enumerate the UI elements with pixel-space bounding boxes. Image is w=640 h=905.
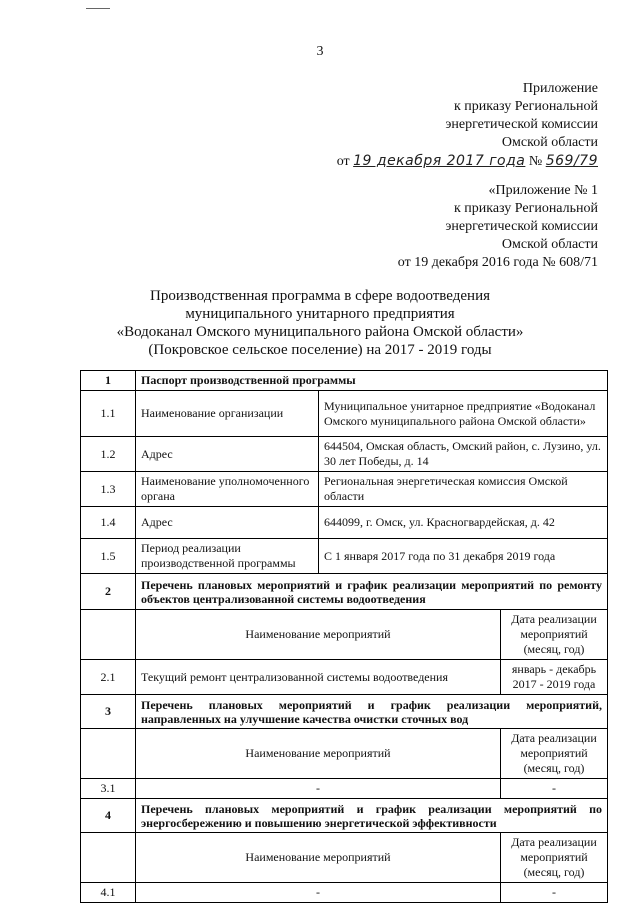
activity-name: Текущий ремонт централизованной системы водоотведения bbox=[136, 660, 501, 694]
row-inner bbox=[136, 660, 607, 694]
column-header-cell bbox=[136, 610, 608, 660]
column-header-row bbox=[81, 729, 608, 779]
handwritten-number: 569/79 bbox=[545, 153, 598, 169]
row-label: Адрес bbox=[136, 507, 319, 539]
row-number: 1.4 bbox=[81, 507, 136, 539]
table-row bbox=[81, 507, 608, 539]
section-title: Перечень плановых мероприятий и график реализации мероприятий по ремонту объектов централизованной системы водоотведения bbox=[136, 574, 608, 610]
section-number: 1 bbox=[81, 371, 136, 391]
table-row bbox=[81, 660, 608, 695]
section-header-row bbox=[81, 574, 608, 610]
row-value: С 1 января 2017 года по 31 декабря 2019 года bbox=[319, 539, 608, 574]
column-header-row bbox=[81, 610, 608, 660]
title-line: муниципального унитарного предприятия bbox=[185, 306, 455, 322]
empty-cell bbox=[81, 729, 136, 779]
activity-name: - bbox=[136, 779, 501, 798]
program-table bbox=[80, 370, 608, 903]
number-label: № bbox=[528, 154, 543, 169]
section-number: 2 bbox=[81, 574, 136, 610]
table-row bbox=[81, 883, 608, 903]
row-number: 1.1 bbox=[81, 391, 136, 437]
empty-cell bbox=[81, 833, 136, 883]
table-row bbox=[81, 437, 608, 472]
annex-quoted-header bbox=[398, 182, 598, 272]
table-row bbox=[81, 539, 608, 574]
table-row bbox=[81, 779, 608, 799]
table-row bbox=[81, 472, 608, 507]
annex-line: «Приложение № 1 bbox=[488, 183, 598, 198]
page-number: 3 bbox=[316, 44, 324, 59]
column-header-row bbox=[81, 833, 608, 883]
annex-line: энергетической комиссии bbox=[445, 219, 598, 234]
row-inner bbox=[136, 779, 607, 798]
col-name-header: Наименование мероприятий bbox=[136, 833, 501, 882]
section-title: Перечень плановых мероприятий и график реализации мероприятий по энергосбережению и повышению энергетической эффективности bbox=[136, 799, 608, 833]
row-inner-cell bbox=[136, 660, 608, 695]
column-header-inner bbox=[136, 833, 607, 882]
table-row bbox=[81, 391, 608, 437]
title-line: Производственная программа в сфере водоотведения bbox=[149, 288, 490, 304]
annex-line: к приказу Региональной bbox=[453, 201, 598, 216]
row-value: 644099, г. Омск, ул. Красногвардейская, д. 42 bbox=[319, 507, 608, 539]
row-label: Наименование уполномоченного органа bbox=[136, 472, 319, 507]
activity-date: - bbox=[552, 781, 556, 795]
title-line: «Водоканал Омского муниципального района Омской области» bbox=[116, 324, 524, 340]
handwritten-date: 19 декабря 2017 года bbox=[353, 153, 526, 169]
from-label: от bbox=[336, 154, 350, 169]
section-number: 3 bbox=[81, 695, 136, 729]
annex-date-line bbox=[337, 152, 598, 171]
empty-cell bbox=[81, 610, 136, 660]
row-number: 1.5 bbox=[81, 539, 136, 574]
col-name-header: Наименование мероприятий bbox=[136, 729, 501, 778]
activity-name: - bbox=[136, 883, 501, 902]
row-number: 1.3 bbox=[81, 472, 136, 507]
annex-line: Омской области bbox=[501, 135, 598, 150]
row-number: 3.1 bbox=[81, 779, 136, 799]
row-number: 4.1 bbox=[81, 883, 136, 903]
col-date-header: Дата реализации мероприятий (месяц, год) bbox=[511, 835, 597, 879]
section-number: 4 bbox=[81, 799, 136, 833]
row-label: Период реализации производственной программы bbox=[136, 539, 319, 574]
annex-header bbox=[337, 80, 598, 171]
title-line: (Покровское сельское поселение) на 2017 - 2019 годы bbox=[148, 342, 492, 358]
column-header-inner bbox=[136, 729, 607, 778]
row-value: Муниципальное унитарное предприятие «Водоканал Омского муниципального района Омской области» bbox=[319, 391, 608, 437]
row-number: 1.2 bbox=[81, 437, 136, 472]
scan-mark bbox=[86, 8, 110, 9]
col-date-header: Дата реализации мероприятий (месяц, год) bbox=[511, 731, 597, 775]
annex-line: от 19 декабря 2016 года № 608/71 bbox=[397, 255, 598, 270]
section-header-row bbox=[81, 799, 608, 833]
annex-line: Омской области bbox=[501, 237, 598, 252]
row-inner-cell bbox=[136, 779, 608, 799]
row-value: 644504, Омская область, Омский район, с. Лузино, ул. 30 лет Победы, д. 14 bbox=[319, 437, 608, 472]
document-title bbox=[60, 287, 580, 359]
column-header-inner bbox=[136, 610, 607, 659]
section-title: Паспорт производственной программы bbox=[136, 371, 608, 391]
section-title: Перечень плановых мероприятий и график реализации мероприятий, направленных на улучшение качества очистки сточных вод bbox=[136, 695, 608, 729]
row-label: Адрес bbox=[136, 437, 319, 472]
annex-line: энергетической комиссии bbox=[445, 117, 598, 132]
row-inner-cell bbox=[136, 883, 608, 903]
row-label: Наименование организации bbox=[136, 391, 319, 437]
activity-date: - bbox=[552, 885, 556, 899]
col-date-header: Дата реализации мероприятий (месяц, год) bbox=[511, 612, 597, 656]
annex-line: к приказу Региональной bbox=[453, 99, 598, 114]
column-header-cell bbox=[136, 833, 608, 883]
activity-date: январь - декабрь 2017 - 2019 года bbox=[511, 662, 597, 691]
row-inner bbox=[136, 883, 607, 902]
annex-line: Приложение bbox=[522, 81, 598, 96]
row-number: 2.1 bbox=[81, 660, 136, 695]
section-header-row bbox=[81, 371, 608, 391]
col-name-header: Наименование мероприятий bbox=[136, 610, 501, 659]
section-header-row bbox=[81, 695, 608, 729]
row-value: Региональная энергетическая комиссия Омской области bbox=[319, 472, 608, 507]
column-header-cell bbox=[136, 729, 608, 779]
